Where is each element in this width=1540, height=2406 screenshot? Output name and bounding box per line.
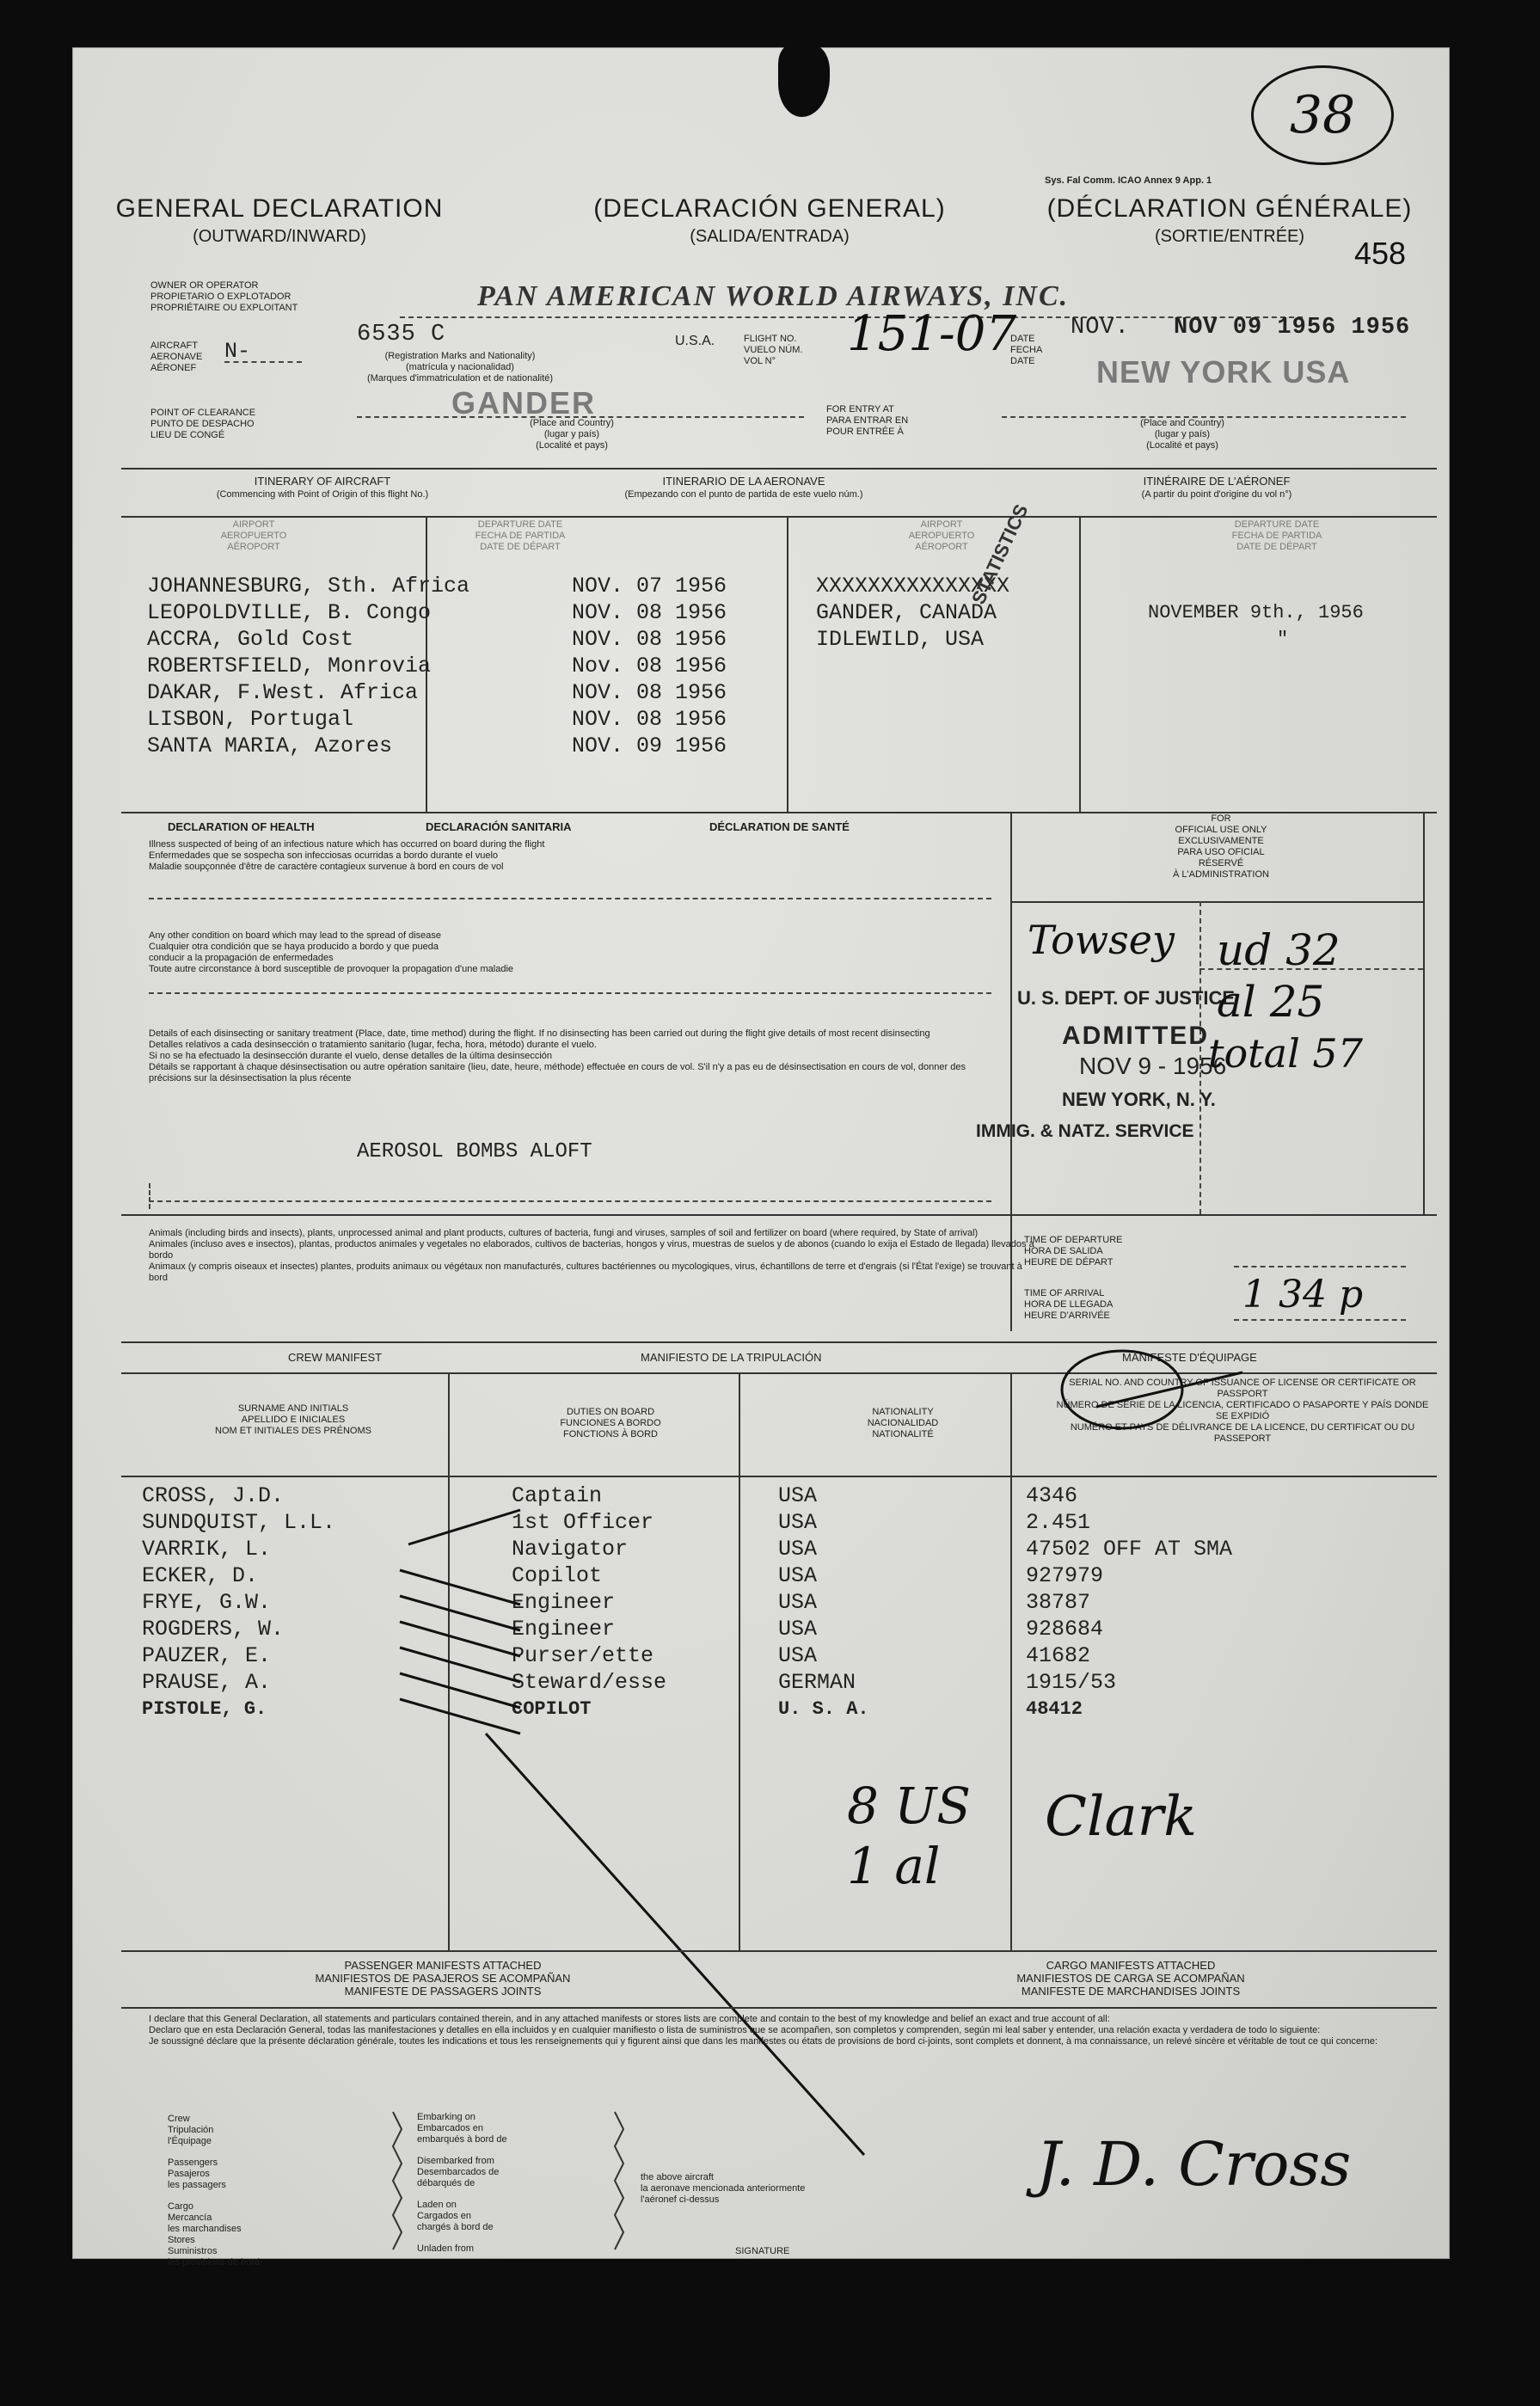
health-title-es: DECLARACIÓN SANITARIA: [426, 820, 572, 833]
itin-airport-6: LISBON, Portugal: [147, 707, 354, 732]
itinerary-head-fr: ITINÉRAIRE DE L'AÉRONEF: [1143, 475, 1291, 488]
pass-es: MANIFIESTOS DE PASAJEROS SE ACOMPAÑAN: [315, 1972, 571, 1985]
itin-date-3: NOV. 08 1956: [572, 627, 727, 652]
aircraft-nationality: U.S.A.: [675, 334, 715, 348]
stamp-admitted: ADMITTED: [1062, 1022, 1209, 1050]
subtitle-es: (SALIDA/ENTRADA): [690, 227, 850, 246]
crew-name-2: SUNDQUIST, L.L.: [142, 1510, 336, 1535]
flight-label: FLIGHT NO. VUELO NÚM. VOL N°: [744, 334, 803, 366]
itin-airport-5: DAKAR, F.West. Africa: [147, 680, 419, 705]
stamp-dept: U. S. DEPT. OF JUSTICE: [1017, 987, 1236, 1009]
decl-unladen: Unladen from: [417, 2243, 475, 2254]
crew-name-8: PRAUSE, A.: [142, 1670, 272, 1695]
crew-nat-7: USA: [778, 1643, 818, 1668]
cargo-fr: MANIFESTE DE MARCHANDISES JOINTS: [1021, 1985, 1241, 1998]
crew-lic-8: 1915/53: [1026, 1670, 1117, 1695]
health-treatment: AEROSOL BOMBS ALOFT: [357, 1140, 592, 1163]
document-page: [72, 47, 1450, 2268]
crew-head-fr: MANIFESTE D'ÉQUIPAGE: [1122, 1351, 1257, 1364]
itin-right-airport-3: IDLEWILD, USA: [816, 627, 985, 652]
crew-nat-6: USA: [778, 1617, 818, 1642]
title-es: (DECLARACIÓN GENERAL): [593, 194, 946, 223]
crew-name-9: PISTOLE, G.: [142, 1698, 267, 1720]
stamp-date: NOV 9 - 1956: [1079, 1053, 1227, 1079]
col-airport-left: AIRPORT AEROPUERTO AÉROPORT: [220, 519, 287, 552]
aircraft-marks-label: (Registration Marks and Nationality) (matrícula y nacionalidad) (Marques d'immatriculation et de nationalité): [366, 351, 554, 384]
clearance-place-label: (Place and Country) (lugar y país) (Localité et pays): [530, 418, 614, 451]
itinerary-sub-fr: (A partir du point d'origine du vol n°): [1141, 489, 1292, 500]
crew-duty-7: Purser/ette: [512, 1643, 654, 1668]
crew-lic-2: 2.451: [1026, 1510, 1091, 1535]
subtitle-fr: (SORTIE/ENTRÉE): [1154, 227, 1305, 246]
official-note-3: total 57: [1208, 1030, 1363, 1077]
itin-right-airport-1: XXXXXXXXXXXXXXX: [816, 574, 1010, 598]
stamp-city: NEW YORK, N. Y.: [1062, 1089, 1216, 1110]
crew-lic-9: 48412: [1026, 1698, 1083, 1720]
itinerary-sub-es: (Empezando con el punto de partida de este vuelo núm.): [624, 489, 863, 500]
itin-date-7: NOV. 09 1956: [572, 733, 727, 758]
col-date-right: DEPARTURE DATE FECHA DE PARTIDA DATE DE DÉPART: [1231, 519, 1322, 552]
crew-name-1: CROSS, J.D.: [142, 1483, 285, 1508]
crew-hand-note-2: 1 al: [847, 1837, 941, 1895]
owner-value: PAN AMERICAN WORLD AIRWAYS, INC.: [477, 280, 1070, 312]
crew-lic-5: 38787: [1026, 1590, 1091, 1615]
animals-text: Animals (including birds and insects), plants, unprocessed animal and plant products, cultures of bacteria, fungi and viruses, samples of soil and fertilizer on board (where required, by State of arrival) Animales (incluso aves e insectos), plantas, productos animales y vegetales no elaborados, cultivos de bacterias, hongos y virus, muestras de suelos y de abonos (cuando lo exija el Estado de llegada) llevados a bordo Animaux (y compris oiseaux et insectes) plantes, produits animaux ou végétaux non manufacturés, cultures bactériennes ou mycologiques, virus, échantillons de terre et d'engrais (si l'État l'exige) se trouvant à bord: [149, 1228, 1034, 1283]
official-signature: Towsey: [1028, 917, 1175, 963]
crew-duty-9: COPILOT: [512, 1698, 592, 1720]
crew-duty-3: Navigator: [512, 1537, 629, 1562]
itin-airport-2: LEOPOLDVILLE, B. Congo: [147, 600, 432, 625]
crew-lic-4: 927979: [1026, 1563, 1104, 1588]
crew-duty-5: Engineer: [512, 1590, 616, 1615]
cargo-en: CARGO MANIFESTS ATTACHED: [1046, 1959, 1216, 1972]
crew-nat-2: USA: [778, 1510, 818, 1535]
col-crew-nat: NATIONALITY NACIONALIDAD NATIONALITÉ: [867, 1407, 939, 1439]
itinerary-head-en: ITINERARY OF AIRCRAFT: [254, 475, 391, 488]
col-crew-license: SERIAL NO. AND COUNTRY OF ISSUANCE OF LICENSE OR CERTIFICATE OR PASSPORT NÚMERO DE SERIE DE LA LICENCIA, CERTIFICADO O PASAPORTE Y PAÍS DONDE SE EXPIDIÓ NUMÉRO ET PAYS DE DÉLIVRANCE DE LA LICENCE, DU CERTIFICAT OU DU PASSEPORT: [1056, 1378, 1429, 1444]
crew-nat-9: U. S. A.: [778, 1698, 869, 1720]
col-date-left: DEPARTURE DATE FECHA DE PARTIDA DATE DE DÉPART: [475, 519, 566, 552]
itin-date-2: NOV. 08 1956: [572, 600, 727, 625]
declaration-text: I declare that this General Declaration, all statements and particulars contained therein, and in any attached manifests or stores lists are complete and contain to the best of my knowledge and belief an exact and true account of all: Declaro que en esta Declaración General, todas las manifestaciones y detalles en ella incluidos y en cualquier manifiesto o lista de suministros que se acompañen, son completos y comprenden, según mi leal saber y entender, una relación exacta y verdadera de todo lo siguiente: Je soussigné déclare que la présente déclaration générale, toutes les indications et tous les renseignements qui y figurent ainsi que dans les manifestes ou états de provisions de bord ci-joints, sont complets et donnent, à ma connaissance, un relevé sincère et véritable de tout ce qui concerne:: [149, 2014, 1378, 2047]
pass-en: PASSENGER MANIFESTS ATTACHED: [344, 1959, 542, 1972]
decl-laden: Laden on Cargados en chargés à bord de: [417, 2200, 494, 2232]
crew-lic-6: 928684: [1026, 1617, 1104, 1642]
crew-nat-4: USA: [778, 1563, 818, 1588]
decl-embarking: Embarking on Embarcados en embarqués à bord de: [417, 2112, 507, 2145]
crew-nat-5: USA: [778, 1590, 818, 1615]
bracket-right: [615, 2112, 623, 2249]
aircraft-prefix: N-: [224, 339, 251, 364]
flight-number: 151-07: [847, 306, 1017, 362]
clearance-label: POINT OF CLEARANCE PUNTO DE DESPACHO LIEU DE CONGÉ: [150, 408, 256, 440]
statistics-stamp: STATISTICS: [967, 500, 1033, 608]
paper-texture: [73, 48, 1449, 2268]
arrival-value: 1 34 p: [1242, 1273, 1364, 1317]
itin-airport-1: JOHANNESBURG, Sth. Africa: [147, 574, 470, 598]
decl-cargo: Cargo Mercancía les marchandises Stores Suministros les provisions de bord: [168, 2201, 261, 2268]
entry-value: NEW YORK USA: [1096, 354, 1351, 390]
itinerary-head-es: ITINERARIO DE LA AERONAVE: [662, 475, 825, 488]
subtitle-en: (OUTWARD/INWARD): [193, 227, 366, 246]
col-airport-right: AIRPORT AEROPUERTO AÉROPORT: [908, 519, 975, 552]
crew-nat-8: GERMAN: [778, 1670, 856, 1695]
bracket-left: [393, 2112, 402, 2249]
captain-signature: J. D. Cross: [1036, 2129, 1352, 2200]
crew-duty-6: Engineer: [512, 1617, 616, 1642]
title-fr: (DÉCLARATION GÉNÉRALE): [1046, 194, 1413, 223]
decl-disembarked: Disembarked from Desembarcados de débarqués de: [417, 2156, 500, 2188]
crew-name-4: ECKER, D.: [142, 1563, 259, 1588]
entry-label: FOR ENTRY AT PARA ENTRAR EN POUR ENTRÉE À: [826, 404, 909, 437]
crew-lic-7: 41682: [1026, 1643, 1091, 1668]
health-details: Details of each disinsecting or sanitary treatment (Place, date, time method) during the flight. If no disinsecting has been carried out during the flight give details of most recent disinsecting Detalles relativos a cada desinsección o tratamiento sanitario (lugar, fecha, hora, método) durante el vuelo. Si no se ha efectuado la desinsección durante el vuelo, dense detalles de la última desinsección Détails se rapportant à chaque désinsectisation ou autre opération sanitaire (lieu, date, heure, méthode) effectuée en cours de vol. S'il n'y a pas eu de désinsectisation en cours de vol, donner des précisions sur la désinsectisation la plus récente: [149, 1028, 966, 1083]
cargo-es: MANIFIESTOS DE CARGA SE ACOMPAÑAN: [1016, 1972, 1245, 1985]
crew-hand-note-1: 8 US: [847, 1777, 971, 1835]
owner-label: OWNER OR OPERATOR PROPIETARIO O EXPLOTADOR PROPRIÉTAIRE OU EXPLOITANT: [150, 280, 298, 313]
health-title-fr: DÉCLARATION DE SANTÉ: [709, 820, 850, 833]
official-label: FOR OFFICIAL USE ONLY EXCLUSIVAMENTE PARA USO OFICIAL RÉSERVÉ À L'ADMINISTRATION: [1173, 813, 1269, 880]
crew-head-en: CREW MANIFEST: [288, 1351, 383, 1364]
decl-passengers: Passengers Pasajeros les passagers: [168, 2157, 226, 2190]
signature-label: SIGNATURE: [735, 2246, 790, 2256]
itin-date-6: NOV. 08 1956: [572, 707, 727, 732]
health-illness: Illness suspected of being of an infectious nature which has occurred on board during the flight Enfermedades que se sospecha son infecciosas ocurridas a bordo durante el vuelo Maladie soupçonnée d'être de caractère contagieux survenue à bord en cours de vol: [149, 839, 545, 872]
date-stamp: NOV 09 1956 1956: [1174, 315, 1411, 341]
crew-duty-4: Copilot: [512, 1563, 603, 1588]
icao-reference: Sys. Fal Comm. ICAO Annex 9 App. 1: [1045, 175, 1212, 186]
itin-airport-7: SANTA MARIA, Azores: [147, 733, 393, 758]
crew-name-6: ROGDERS, W.: [142, 1617, 285, 1642]
crew-duty-8: Steward/esse: [512, 1670, 667, 1695]
official-note-2: al 25: [1217, 977, 1325, 1027]
crew-duty-1: Captain: [512, 1483, 603, 1508]
itin-airport-4: ROBERTSFIELD, Monrovia: [147, 654, 432, 678]
crew-name-7: PAUZER, E.: [142, 1643, 272, 1668]
health-conditions: Any other condition on board which may lead to the spread of disease Cualquier otra condición que se haya producido a bordo y que pueda conducir a la propagación de enfermedades Toute autre circonstance à bord susceptible de provoquer la propagation d'une maladie: [149, 930, 514, 974]
entry-place-label: (Place and Country) (lugar y país) (Localité et pays): [1140, 418, 1224, 451]
crew-head-es: MANIFIESTO DE LA TRIPULACIÓN: [641, 1351, 822, 1364]
crew-nat-1: USA: [778, 1483, 818, 1508]
crew-name-5: FRYE, G.W.: [142, 1590, 272, 1615]
itin-airport-3: ACCRA, Gold Cost: [147, 627, 354, 652]
pass-fr: MANIFESTE DE PASSAGERS JOINTS: [344, 1985, 542, 1998]
crew-name-3: VARRIK, L.: [142, 1537, 272, 1562]
aircraft-registration: 6535 C: [357, 322, 446, 347]
date-typed: NOV.: [1071, 315, 1130, 341]
clearance-value: GANDER: [451, 385, 597, 420]
itin-date-5: NOV. 08 1956: [572, 680, 727, 705]
stamp-service: IMMIG. & NATZ. SERVICE: [976, 1121, 1194, 1141]
arrival-label: TIME OF ARRIVAL HORA DE LLEGADA HEURE D'ARRIVÉE: [1024, 1288, 1114, 1321]
itin-right-date-1: NOVEMBER 9th., 1956: [1148, 602, 1364, 623]
itin-date-4: Nov. 08 1956: [572, 654, 727, 678]
departure-label: TIME OF DEPARTURE HORA DE SALIDA HEURE DE DÉPART: [1024, 1235, 1123, 1267]
itin-right-airport-2: GANDER, CANADA: [816, 600, 997, 625]
itinerary-sub-en: (Commencing with Point of Origin of this flight No.): [216, 489, 429, 500]
col-crew-name: SURNAME AND INITIALS APELLIDO E INICIALES NOM ET INITIALES DES PRÉNOMS: [215, 1403, 371, 1436]
date-label: DATE FECHA DATE: [1010, 334, 1043, 366]
aircraft-label: AIRCRAFT AERONAVE AÉRONEF: [150, 341, 203, 373]
crew-duty-2: 1st Officer: [512, 1510, 654, 1535]
crew-nat-3: USA: [778, 1537, 818, 1562]
crew-lic-1: 4346: [1026, 1483, 1078, 1508]
corner-mark: 38: [1251, 65, 1394, 165]
itin-date-1: NOV. 07 1956: [572, 574, 727, 598]
declaration-brackets: [73, 48, 1449, 2258]
crew-hand-signature: Clark: [1045, 1785, 1197, 1849]
health-title-en: DECLARATION OF HEALTH: [168, 820, 315, 833]
decl-crew: Crew Tripulación l'Équipage: [168, 2114, 214, 2146]
itin-right-date-2: ": [1277, 629, 1289, 650]
declaration-col3: the above aircraft la aeronave mencionada anteriormente l'aéronef ci-dessus: [641, 2172, 806, 2205]
document-number: 458: [1354, 236, 1407, 271]
col-crew-duty: DUTIES ON BOARD FUNCIONES A BORDO FONCTIONS À BORD: [560, 1407, 661, 1439]
official-note-1: ud 32: [1217, 925, 1341, 975]
crew-lic-3: 47502 OFF AT SMA: [1026, 1537, 1233, 1562]
title-en: GENERAL DECLARATION: [115, 194, 444, 223]
